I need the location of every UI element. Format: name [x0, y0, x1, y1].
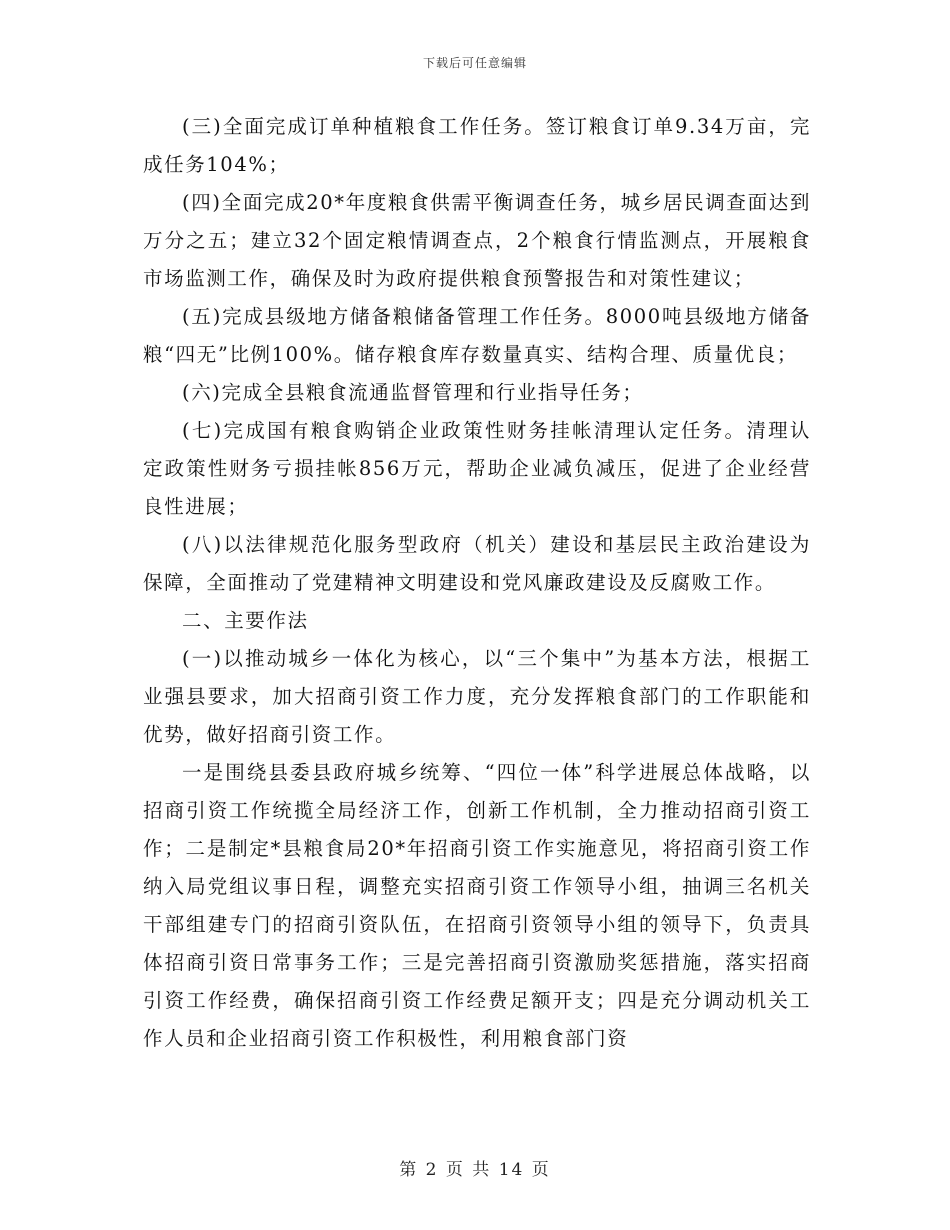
section-heading-main-methods: 二、主要作法 [182, 609, 309, 632]
paragraph-task-3: (三)全面完成订单种植粮食工作任务。签订粮食订单9.34万亩，完成任务104%； [143, 115, 811, 176]
paragraph-task-7: (七)完成国有粮食购销企业政策性财务挂帐清理认定任务。清理认定政策性财务亏损挂帐856万元，帮助企业减负减压，促进了企业经营良性进展； [143, 419, 811, 518]
paragraph-task-5: (五)完成县级地方储备粮储备管理工作任务。8000吨县级地方储备粮“四无”比例100%。储存粮食库存数量真实、结构合理、质量优良； [143, 305, 811, 366]
paragraph-task-6: (六)完成全县粮食流通监督管理和行业指导任务； [182, 381, 644, 404]
page-header: 下载后可任意编辑 [422, 56, 527, 70]
paragraph-method-1-details: 一是围绕县委县政府城乡统筹、“四位一体”科学进展总体战略，以招商引资工作统揽全局经济工作，创新工作机制，全力推动招商引资工作；二是制定*县粮食局20*年招商引资工作实施意见，将招商引资工作纳入局党组议事日程，调整充实招商引资工作领导小组，抽调三名机关干部组建专门的招商引资队伍，在招商引资领导小组的领导下，负责具体招商引资日常事务工作；三是完善招商引资激励奖惩措施，落实招商引资工作经费，确保招商引资工作经费足额开支；四是充分调动机关工作人员和企业招商引资工作积极性，利用粮食部门资 [143, 761, 811, 1050]
document-body [143, 108, 811, 1058]
paragraph-task-8: (八)以法律规范化服务型政府（机关）建设和基层民主政治建设为保障，全面推动了党建精神文明建设和党风廉政建设及反腐败工作。 [143, 533, 811, 594]
paragraph-task-4: (四)全面完成20*年度粮食供需平衡调查任务，城乡居民调查面达到万分之五；建立32个固定粮情调查点，2个粮食行情监测点，开展粮食市场监测工作，确保及时为政府提供粮食预警报告和对策性建议； [143, 191, 811, 290]
page-footer: 第 2 页 共 14 页 [399, 1160, 551, 1180]
paragraph-method-1: (一)以推动城乡一体化为核心，以“三个集中”为基本方法，根据工业强县要求，加大招商引资工作力度，充分发挥粮食部门的工作职能和优势，做好招商引资工作。 [143, 647, 811, 746]
